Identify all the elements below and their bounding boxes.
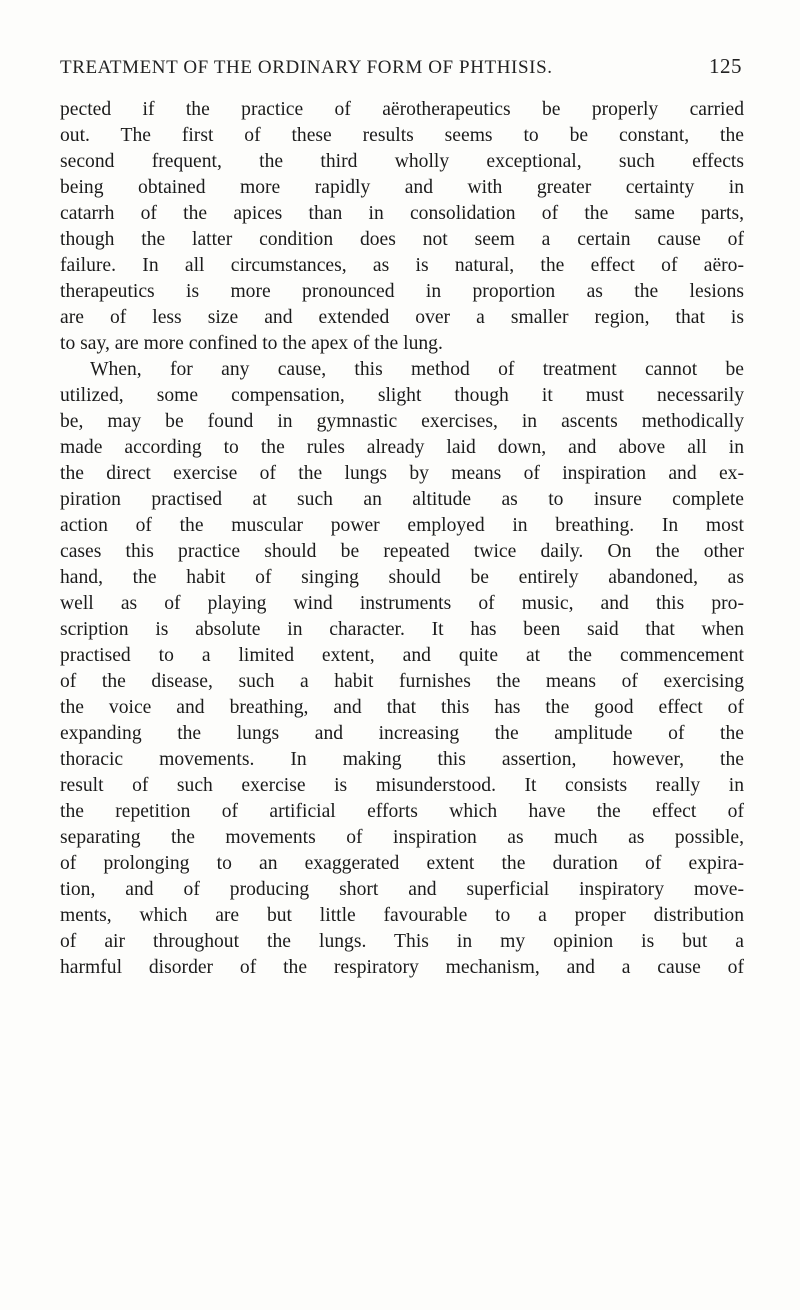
running-title: TREATMENT OF THE ORDINARY FORM OF PHTHISIS. xyxy=(60,57,553,78)
text-line: result of such exercise is misunderstood. It consists really in xyxy=(60,775,744,796)
text-line: being obtained more rapidly and with greater certainty in xyxy=(60,177,744,198)
text-line: of prolonging to an exaggerated extent the duration of expira- xyxy=(60,853,744,874)
text-line: piration practised at such an altitude as to insure complete xyxy=(60,489,744,510)
text-line: of air throughout the lungs. This in my opinion is but a xyxy=(60,931,744,952)
text-line: out. The first of these results seems to be constant, the xyxy=(60,125,744,146)
text-line: the direct exercise of the lungs by means of inspiration and ex- xyxy=(60,463,744,484)
text-line: tion, and of producing short and superficial inspiratory move- xyxy=(60,879,744,900)
running-head xyxy=(60,54,742,79)
text-line: failure. In all circumstances, as is natural, the effect of aëro- xyxy=(60,255,744,276)
text-line: ments, which are but little favourable to a proper distribution xyxy=(60,905,744,926)
text-line: cases this practice should be repeated twice daily. On the other xyxy=(60,541,744,562)
text-line: pected if the practice of aërotherapeutics be properly carried xyxy=(60,99,744,120)
text-line: the voice and breathing, and that this has the good effect of xyxy=(60,697,744,718)
text-line: expanding the lungs and increasing the amplitude of the xyxy=(60,723,744,744)
text-line: therapeutics is more pronounced in proportion as the lesions xyxy=(60,281,744,302)
text-line: well as of playing wind instruments of music, and this pro- xyxy=(60,593,744,614)
text-line: thoracic movements. In making this assertion, however, the xyxy=(60,749,744,770)
text-line: scription is absolute in character. It has been said that when xyxy=(60,619,744,640)
text-line: action of the muscular power employed in breathing. In most xyxy=(60,515,744,536)
text-line: though the latter condition does not seem a certain cause of xyxy=(60,229,744,250)
paragraph-last-line: to say, are more confined to the apex of the lung. xyxy=(60,333,443,354)
text-line: made according to the rules already laid down, and above all in xyxy=(60,437,744,458)
paragraph-first-line: When, for any cause, this method of treatment cannot be xyxy=(90,359,744,380)
text-line: second frequent, the third wholly exceptional, such effects xyxy=(60,151,744,172)
text-line: are of less size and extended over a smaller region, that is xyxy=(60,307,744,328)
page-number: 125 xyxy=(709,54,742,78)
text-line: of the disease, such a habit furnishes the means of exercising xyxy=(60,671,744,692)
text-line: practised to a limited extent, and quite at the commencement xyxy=(60,645,744,666)
body-text xyxy=(60,97,744,981)
text-line: hand, the habit of singing should be entirely abandoned, as xyxy=(60,567,744,588)
text-line: the repetition of artificial efforts which have the effect of xyxy=(60,801,744,822)
text-line: separating the movements of inspiration as much as possible, xyxy=(60,827,744,848)
text-line: utilized, some compensation, slight though it must necessarily xyxy=(60,385,744,406)
text-line: be, may be found in gymnastic exercises, in ascents methodically xyxy=(60,411,744,432)
text-line: catarrh of the apices than in consolidation of the same parts, xyxy=(60,203,744,224)
text-line: harmful disorder of the respiratory mechanism, and a cause of xyxy=(60,957,744,978)
